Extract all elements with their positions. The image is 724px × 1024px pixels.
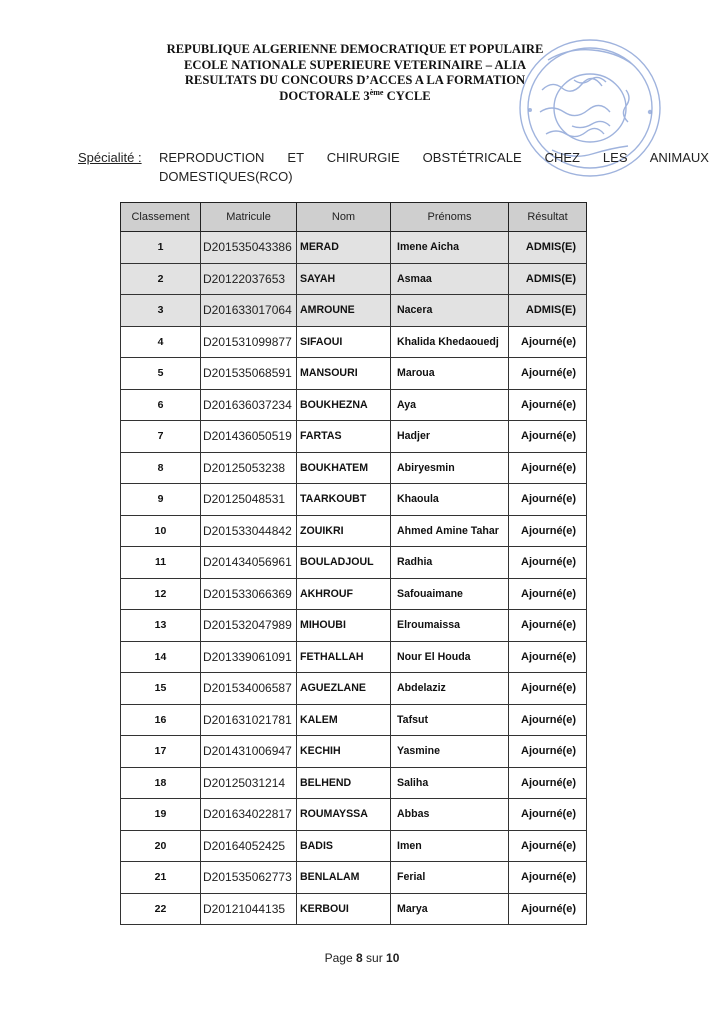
header-line-results: RESULTATS DU CONCOURS D’ACCES A LA FORMATION xyxy=(184,73,526,87)
rank-cell: 2 xyxy=(121,263,201,295)
rank-cell: 16 xyxy=(121,704,201,736)
specialty-word: CHEZ xyxy=(544,150,580,165)
nom-cell: AMROUNE xyxy=(297,295,391,327)
column-header-matricule: Matricule xyxy=(201,203,297,232)
table-row xyxy=(121,326,587,358)
result-cell: ADMIS(E) xyxy=(509,232,587,264)
table-header-row xyxy=(121,203,587,232)
header-line-republic: REPUBLIQUE ALGERIENNE DEMOCRATIQUE ET POPULAIRE xyxy=(166,42,544,56)
prenoms-cell: Tafsut xyxy=(391,704,509,736)
result-cell: Ajourné(e) xyxy=(509,893,587,925)
result-cell: Ajourné(e) xyxy=(509,515,587,547)
nom-cell: KALEM xyxy=(297,704,391,736)
prenoms-cell: Elroumaissa xyxy=(391,610,509,642)
specialty-word: ANIMAUX xyxy=(649,150,709,165)
table-row xyxy=(121,893,587,925)
result-cell: Ajourné(e) xyxy=(509,767,587,799)
rank-cell: 8 xyxy=(121,452,201,484)
matricule-cell: D201532047989 xyxy=(201,610,297,642)
header-doctoral-sup: ème xyxy=(369,87,384,97)
matricule-cell: D20164052425 xyxy=(201,830,297,862)
result-cell: Ajourné(e) xyxy=(509,673,587,705)
prenoms-cell: Ahmed Amine Tahar xyxy=(391,515,509,547)
result-cell: Ajourné(e) xyxy=(509,799,587,831)
column-header-rank: Classement xyxy=(121,203,201,232)
table-row xyxy=(121,799,587,831)
prenoms-cell: Aya xyxy=(391,389,509,421)
matricule-cell: D201535043386 xyxy=(201,232,297,264)
matricule-cell: D20121044135 xyxy=(201,893,297,925)
rank-cell: 13 xyxy=(121,610,201,642)
table-row xyxy=(121,232,587,264)
nom-cell: BELHEND xyxy=(297,767,391,799)
result-cell: Ajourné(e) xyxy=(509,704,587,736)
matricule-cell: D201436050519 xyxy=(201,421,297,453)
matricule-cell: D20125031214 xyxy=(201,767,297,799)
prenoms-cell: Yasmine xyxy=(391,736,509,768)
current-page-number: 8 xyxy=(355,951,363,965)
specialty-label: Spécialité : xyxy=(78,150,142,165)
prenoms-cell: Ferial xyxy=(391,862,509,894)
nom-cell: FARTAS xyxy=(297,421,391,453)
prenoms-cell: Asmaa xyxy=(391,263,509,295)
rank-cell: 20 xyxy=(121,830,201,862)
nom-cell: BENLALAM xyxy=(297,862,391,894)
rank-cell: 10 xyxy=(121,515,201,547)
table-row xyxy=(121,704,587,736)
result-cell: Ajourné(e) xyxy=(509,830,587,862)
result-cell: Ajourné(e) xyxy=(509,610,587,642)
rank-cell: 18 xyxy=(121,767,201,799)
prenoms-cell: Maroua xyxy=(391,358,509,390)
rank-cell: 22 xyxy=(121,893,201,925)
table-row xyxy=(121,578,587,610)
table-row xyxy=(121,641,587,673)
rank-cell: 7 xyxy=(121,421,201,453)
nom-cell: ZOUIKRI xyxy=(297,515,391,547)
nom-cell: BOUKHEZNA xyxy=(297,389,391,421)
nom-cell: ROUMAYSSA xyxy=(297,799,391,831)
matricule-cell: D201431006947 xyxy=(201,736,297,768)
result-cell: Ajourné(e) xyxy=(509,326,587,358)
rank-cell: 3 xyxy=(121,295,201,327)
result-cell: Ajourné(e) xyxy=(509,547,587,579)
prenoms-cell: Abiryesmin xyxy=(391,452,509,484)
prenoms-cell: Marya xyxy=(391,893,509,925)
specialty-line-2: DOMESTIQUES(RCO) xyxy=(159,169,293,184)
result-cell: Ajourné(e) xyxy=(509,862,587,894)
column-header-resultat: Résultat xyxy=(509,203,587,232)
table-row xyxy=(121,673,587,705)
table-row xyxy=(121,389,587,421)
matricule-cell: D20125048531 xyxy=(201,484,297,516)
prenoms-cell: Abdelaziz xyxy=(391,673,509,705)
rank-cell: 19 xyxy=(121,799,201,831)
matricule-cell: D201434056961 xyxy=(201,547,297,579)
rank-cell: 9 xyxy=(121,484,201,516)
nom-cell: AKHROUF xyxy=(297,578,391,610)
table-row xyxy=(121,484,587,516)
table-row xyxy=(121,421,587,453)
result-cell: ADMIS(E) xyxy=(509,263,587,295)
specialty-word: OBSTÉTRICALE xyxy=(422,150,522,165)
header-line-school: ECOLE NATIONALE SUPERIEURE VETERINAIRE – ALIA xyxy=(183,57,527,72)
rank-cell: 6 xyxy=(121,389,201,421)
rank-cell: 15 xyxy=(121,673,201,705)
matricule-cell: D201339061091 xyxy=(201,641,297,673)
rank-cell: 21 xyxy=(121,862,201,894)
matricule-cell: D201535062773 xyxy=(201,862,297,894)
table-row xyxy=(121,263,587,295)
table-row xyxy=(121,547,587,579)
rank-cell: 5 xyxy=(121,358,201,390)
column-header-nom: Nom xyxy=(297,203,391,232)
nom-cell: SAYAH xyxy=(297,263,391,295)
specialty-word: REPRODUCTION xyxy=(159,150,265,165)
matricule-cell: D201636037234 xyxy=(201,389,297,421)
nom-cell: AGUEZLANE xyxy=(297,673,391,705)
nom-cell: MERAD xyxy=(297,232,391,264)
nom-cell: KECHIH xyxy=(297,736,391,768)
table-row xyxy=(121,358,587,390)
prenoms-cell: Abbas xyxy=(391,799,509,831)
prenoms-cell: Imen xyxy=(391,830,509,862)
result-cell: Ajourné(e) xyxy=(509,578,587,610)
prenoms-cell: Radhia xyxy=(391,547,509,579)
nom-cell: BADIS xyxy=(297,830,391,862)
prenoms-cell: Khaoula xyxy=(391,484,509,516)
table-row xyxy=(121,862,587,894)
matricule-cell: D201533044842 xyxy=(201,515,297,547)
matricule-cell: D201533066369 xyxy=(201,578,297,610)
page-word: Page xyxy=(324,951,353,965)
specialty-word: LES xyxy=(602,150,628,165)
nom-cell: KERBOUI xyxy=(297,893,391,925)
of-word: sur xyxy=(366,951,383,965)
rank-cell: 14 xyxy=(121,641,201,673)
matricule-cell: D201535068591 xyxy=(201,358,297,390)
result-cell: Ajourné(e) xyxy=(509,484,587,516)
matricule-cell: D201634022817 xyxy=(201,799,297,831)
header-cycle-text: CYCLE xyxy=(383,88,431,103)
result-cell: Ajourné(e) xyxy=(509,421,587,453)
nom-cell: BOUKHATEM xyxy=(297,452,391,484)
table-row xyxy=(121,295,587,327)
nom-cell: TAARKOUBT xyxy=(297,484,391,516)
result-cell: Ajourné(e) xyxy=(509,452,587,484)
nom-cell: MIHOUBI xyxy=(297,610,391,642)
result-cell: Ajourné(e) xyxy=(509,389,587,421)
header-doctoral-text: DOCTORALE 3 xyxy=(279,88,370,103)
result-cell: Ajourné(e) xyxy=(509,736,587,768)
page-footer xyxy=(0,951,724,965)
result-cell: Ajourné(e) xyxy=(509,358,587,390)
table-row xyxy=(121,515,587,547)
nom-cell: FETHALLAH xyxy=(297,641,391,673)
result-cell: Ajourné(e) xyxy=(509,641,587,673)
nom-cell: SIFAOUI xyxy=(297,326,391,358)
prenoms-cell: Safouaimane xyxy=(391,578,509,610)
table-row xyxy=(121,452,587,484)
rank-cell: 12 xyxy=(121,578,201,610)
matricule-cell: D201631021781 xyxy=(201,704,297,736)
prenoms-cell: Saliha xyxy=(391,767,509,799)
nom-cell: MANSOURI xyxy=(297,358,391,390)
specialty-word: CHIRURGIE xyxy=(326,150,400,165)
rank-cell: 17 xyxy=(121,736,201,768)
total-pages-number: 10 xyxy=(386,951,400,965)
specialty-line-1 xyxy=(159,148,709,167)
results-table xyxy=(120,202,587,925)
nom-cell: BOULADJOUL xyxy=(297,547,391,579)
rank-cell: 4 xyxy=(121,326,201,358)
matricule-cell: D201534006587 xyxy=(201,673,297,705)
table-row xyxy=(121,830,587,862)
rank-cell: 1 xyxy=(121,232,201,264)
prenoms-cell: Hadjer xyxy=(391,421,509,453)
matricule-cell: D201531099877 xyxy=(201,326,297,358)
matricule-cell: D20122037653 xyxy=(201,263,297,295)
specialty-word: ET xyxy=(287,150,304,165)
matricule-cell: D20125053238 xyxy=(201,452,297,484)
table-row xyxy=(121,610,587,642)
prenoms-cell: Nacera xyxy=(391,295,509,327)
rank-cell: 11 xyxy=(121,547,201,579)
table-row xyxy=(121,767,587,799)
result-cell: ADMIS(E) xyxy=(509,295,587,327)
table-row xyxy=(121,736,587,768)
prenoms-cell: Imene Aicha xyxy=(391,232,509,264)
column-header-prenoms: Prénoms xyxy=(391,203,509,232)
prenoms-cell: Khalida Khedaouedj xyxy=(391,326,509,358)
prenoms-cell: Nour El Houda xyxy=(391,641,509,673)
matricule-cell: D201633017064 xyxy=(201,295,297,327)
